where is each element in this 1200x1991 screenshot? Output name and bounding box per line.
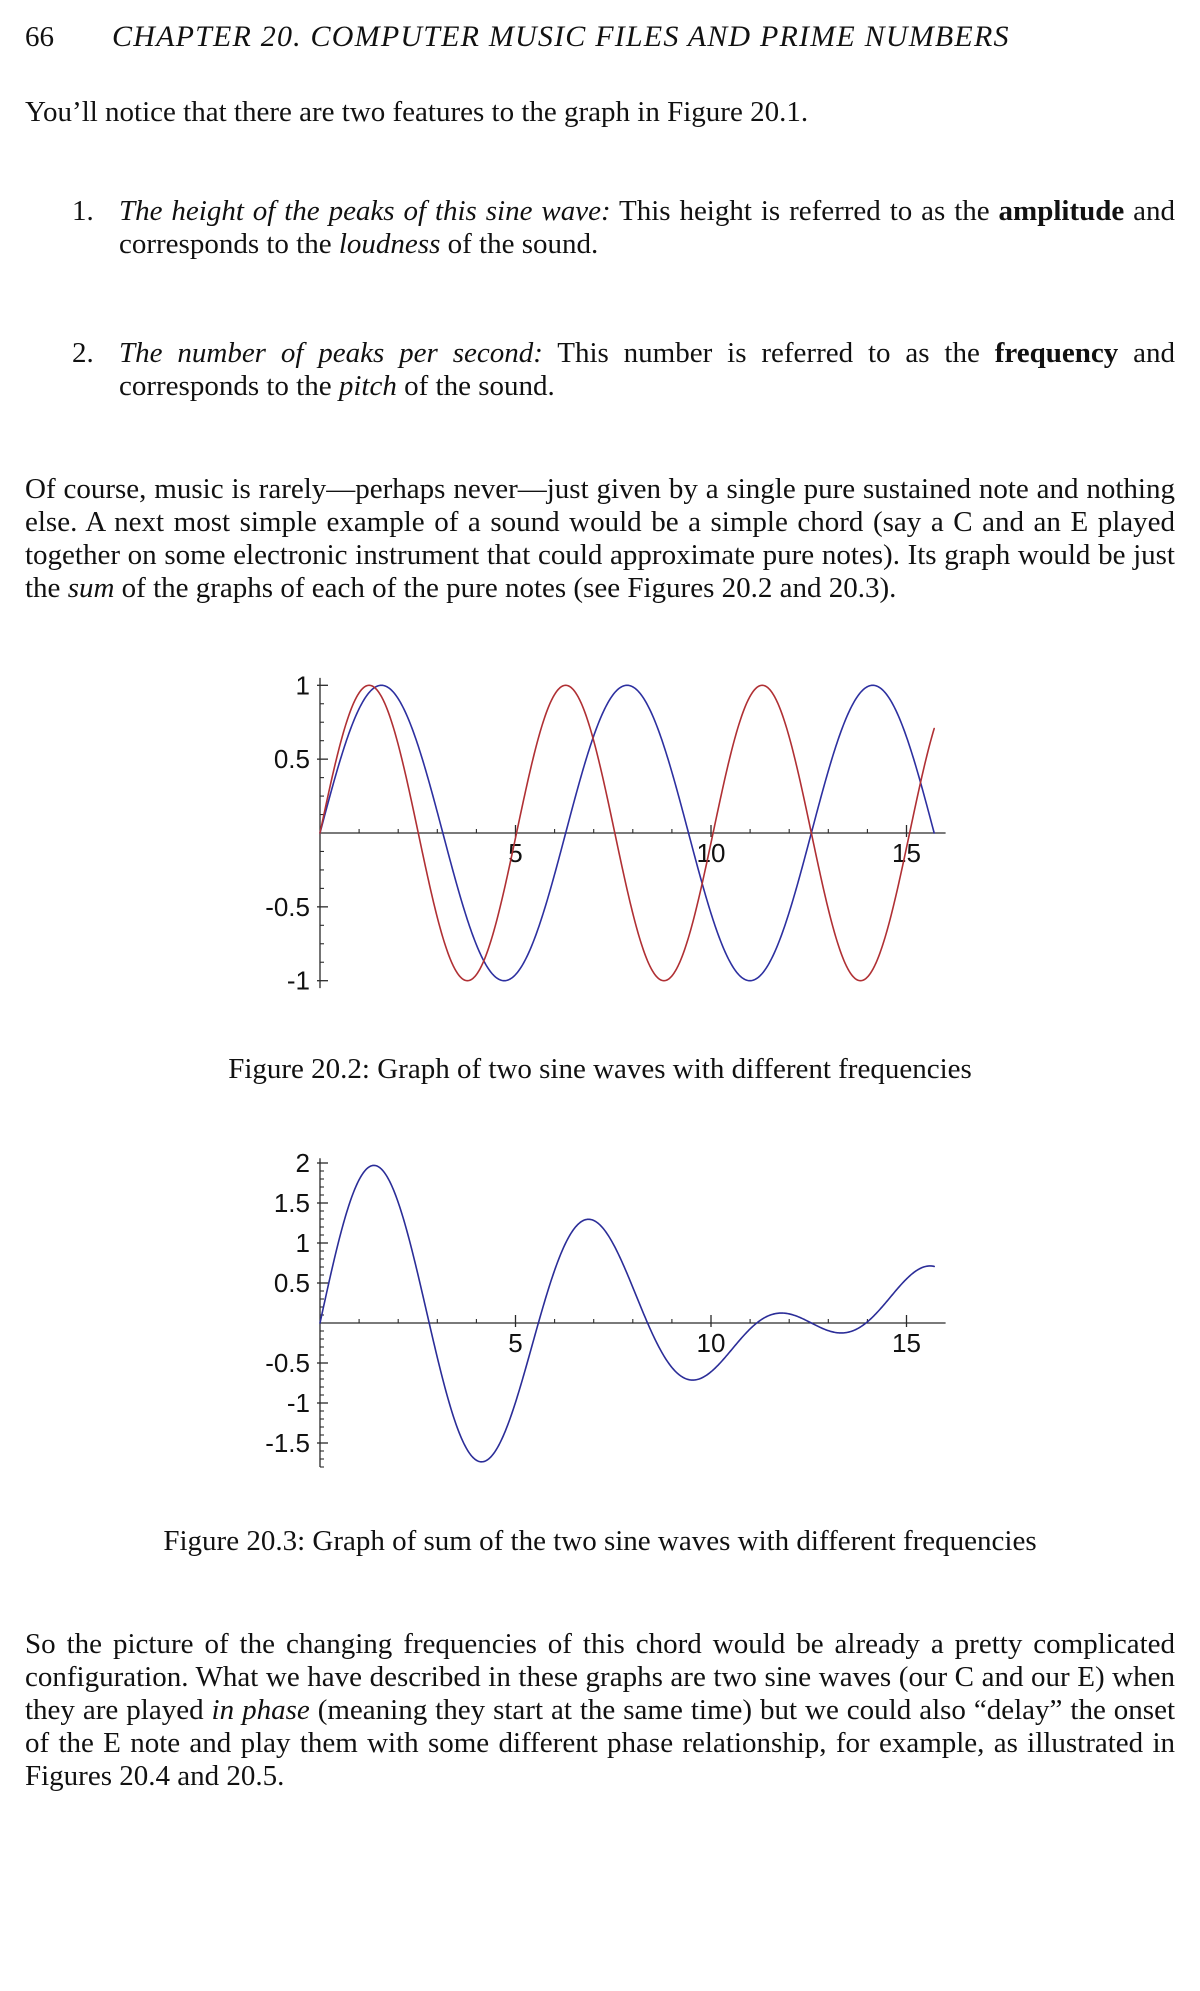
svg-text:10: 10 bbox=[696, 838, 726, 868]
paragraph-3-text: So the picture of the changing frequencies of this chord would be already a pretty complicated configuration. What we have described in these graphs are two sine waves (our C and our E) when they are played bbox=[25, 1628, 1175, 1726]
svg-text:-1: -1 bbox=[286, 1388, 310, 1418]
svg-text:-1.5: -1.5 bbox=[265, 1428, 310, 1458]
paragraph-3-italic-term: in phase bbox=[211, 1694, 310, 1726]
svg-text:15: 15 bbox=[892, 838, 921, 868]
figure-20-3 bbox=[25, 1153, 1175, 1558]
svg-text:1: 1 bbox=[295, 1228, 310, 1258]
svg-text:2: 2 bbox=[295, 1153, 310, 1178]
list-item-2-lead: The number of peaks per second: bbox=[119, 337, 543, 369]
sum-of-sines-chart bbox=[230, 1153, 970, 1473]
list-item-1-number: 1. bbox=[72, 195, 94, 227]
paragraph-2-text: Of course, music is rarely—perhaps never—just given by a single pure sustained note and nothing else. A next most simple example of a sound would be a simple chord (say a C and an E played together on some electronic instrument that could approximate pure notes). Its graph would be just the bbox=[25, 473, 1175, 604]
intro-paragraph: You’ll notice that there are two features to the graph in Figure 20.1. bbox=[25, 96, 809, 128]
svg-text:15: 15 bbox=[892, 1328, 921, 1358]
svg-text:1: 1 bbox=[295, 675, 310, 701]
list-item-2 bbox=[25, 337, 1175, 403]
paragraph-2-text-2: of the graphs of each of the pure notes (see Figures 20.2 and 20.3). bbox=[114, 572, 897, 604]
svg-text:1.5: 1.5 bbox=[273, 1188, 310, 1218]
list-item-2-number: 2. bbox=[72, 337, 94, 369]
sine-waves-chart bbox=[230, 675, 970, 995]
body-paragraph-3 bbox=[25, 1628, 1175, 1793]
list-item-1-text-3: of the sound. bbox=[440, 228, 599, 260]
chapter-title: CHAPTER 20. COMPUTER MUSIC FILES AND PRIME NUMBERS bbox=[112, 20, 1010, 53]
figure-20-3-caption: Figure 20.3: Graph of sum of the two sine waves with different frequencies bbox=[163, 1525, 1037, 1557]
svg-text:-0.5: -0.5 bbox=[265, 891, 310, 922]
figure-20-2-caption: Figure 20.2: Graph of two sine waves with different frequencies bbox=[228, 1053, 972, 1085]
paragraph-2-italic-term: sum bbox=[67, 572, 115, 604]
list-item-2-text-2: and corresponds to the bbox=[119, 337, 1176, 402]
page-header bbox=[25, 20, 1175, 54]
list-item-1-bold-term: amplitude bbox=[998, 195, 1125, 227]
svg-text:-1: -1 bbox=[286, 965, 310, 995]
list-item-1-text: This height is referred to as the bbox=[610, 195, 999, 227]
svg-text:5: 5 bbox=[508, 1328, 523, 1358]
list-item-1-text-2: and corresponds to the bbox=[119, 195, 1176, 260]
svg-text:0.5: 0.5 bbox=[273, 744, 310, 775]
list-item-2-bold-term: frequency bbox=[994, 337, 1119, 369]
paragraph-3-text-2: (meaning they start at the same time) but we could also “delay” the onset of the E note and play them with some different phase relationship, for example, as illustrated in Figures 20.4 and 20.5. bbox=[25, 1694, 1176, 1792]
svg-text:10: 10 bbox=[696, 1328, 726, 1358]
list-item-2-italic-term: pitch bbox=[338, 370, 397, 402]
body-paragraph-2 bbox=[25, 473, 1175, 605]
list-item-1-italic-term: loudness bbox=[338, 228, 441, 260]
list-item-1-lead: The height of the peaks of this sine wave: bbox=[119, 195, 611, 227]
list-item-2-text: This number is referred to as the bbox=[542, 337, 995, 369]
list-item-1 bbox=[25, 195, 1175, 261]
svg-text:-0.5: -0.5 bbox=[265, 1348, 310, 1378]
svg-text:5: 5 bbox=[508, 838, 523, 868]
list-item-2-text-3: of the sound. bbox=[396, 370, 555, 402]
figure-20-2 bbox=[25, 675, 1175, 1086]
page-number: 66 bbox=[25, 21, 54, 53]
svg-text:0.5: 0.5 bbox=[273, 1268, 310, 1298]
